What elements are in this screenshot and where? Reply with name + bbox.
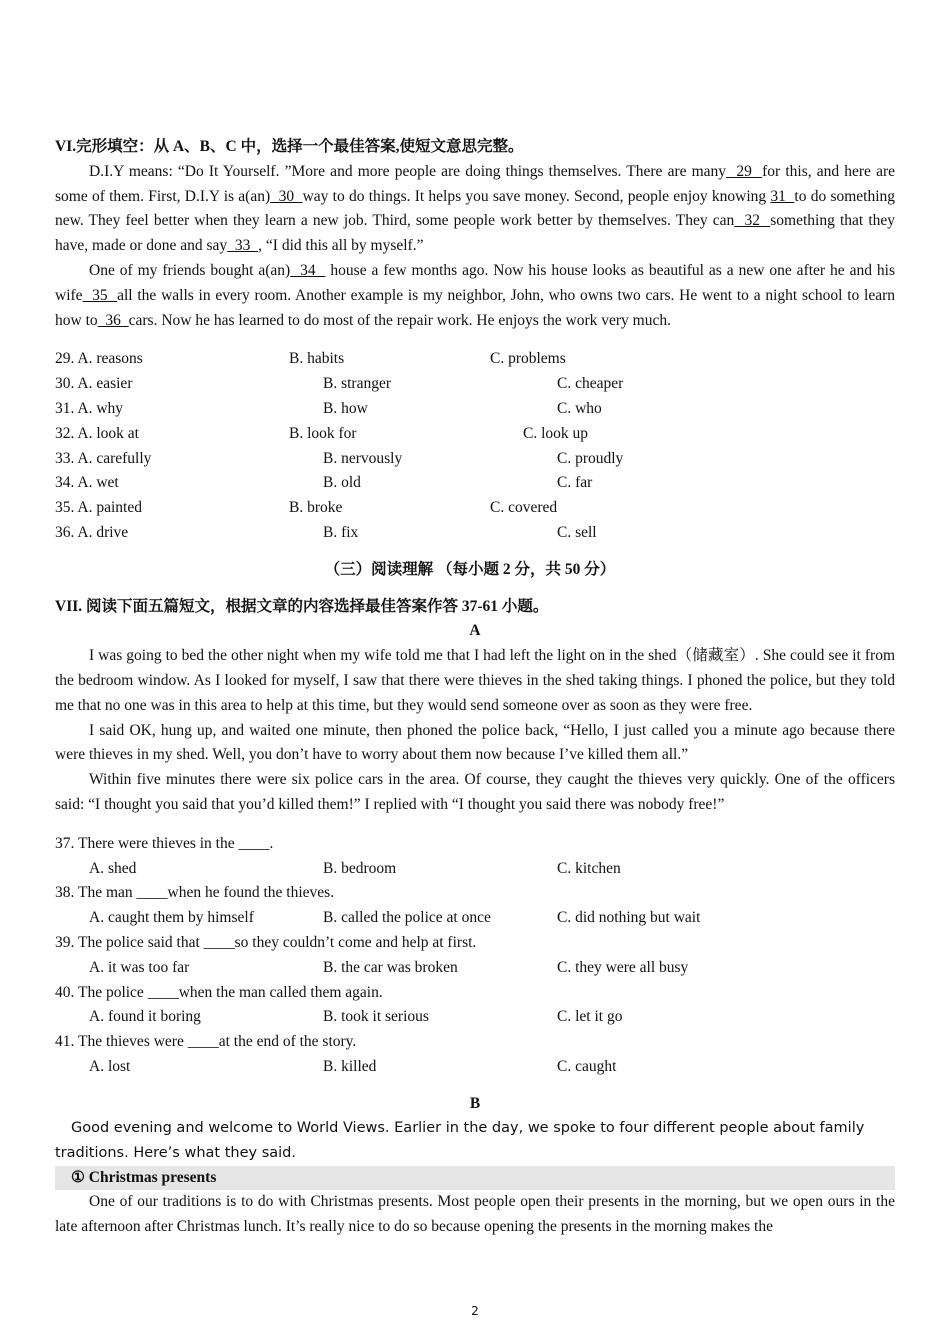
q40-option-b[interactable]: B. took it serious <box>323 1008 429 1026</box>
question-41: 41. The thieves were ____at the end of the story. <box>55 1033 357 1051</box>
q37-option-c[interactable]: C. kitchen <box>557 859 621 877</box>
passage-a-paragraph-1: I was going to bed the other night when my wife told me that I had left the light on in the shed（储藏室）. She could see it from the bedroom window. As I looked for myself, I saw that there were thieves in the shed taking things. I phoned the police, but they told me that no one was in this area to help at this time, but they would send someone over as soon as they were free. <box>55 647 895 714</box>
q38-option-c[interactable]: C. did nothing but wait <box>557 909 701 927</box>
option-32-a[interactable]: 32. A. look at <box>55 424 139 442</box>
option-row-33 <box>55 447 895 472</box>
page-number: 2 <box>471 1304 479 1318</box>
reading-section-title: （三）阅读理解 （每小题 2 分，共 50 分） <box>324 560 616 578</box>
option-33-b[interactable]: B. nervously <box>323 449 403 467</box>
option-36-c[interactable]: C. sell <box>557 523 597 541</box>
blank-32[interactable]: 32 <box>734 212 771 230</box>
option-30-c[interactable]: C. cheaper <box>557 375 624 393</box>
cloze-paragraph-2: One of my friends bought a(an) 34 house a few months ago. Now his house looks as beautiful as a new one after he and his wife 35 all the walls in every room. Another example is my neighbor, John, who owns two cars. He went to a night school to learn how to 36 cars. Now he has learned to do most of the repair work. He enjoys the work very much. <box>55 261 896 329</box>
option-35-a[interactable]: 35. A. painted <box>55 499 142 517</box>
option-row-34 <box>55 471 895 496</box>
q39-option-b[interactable]: B. the car was broken <box>323 958 458 976</box>
option-30-a[interactable]: 30. A. easier <box>55 375 133 393</box>
question-40: 40. The police ____when the man called them again. <box>55 983 383 1001</box>
question-37-options <box>55 857 895 882</box>
blank-29[interactable]: 29 <box>726 162 763 180</box>
page-content <box>55 135 895 1240</box>
section-6-heading: VI.完形填空：从 A、B、C 中，选择一个最佳答案,使短文意思完整。 <box>55 138 524 155</box>
q38-option-b[interactable]: B. called the police at once <box>323 909 491 927</box>
passage-a-paragraph-2: I said OK, hung up, and waited one minute, then phoned the police back, “Hello, I just called you a minute ago because there were thieves in my shed. Well, you don’t have to worry about them now because I’ve killed them all.” <box>55 721 895 764</box>
option-31-c[interactable]: C. who <box>557 399 602 417</box>
passage-a-paragraph-3: Within five minutes there were six police cars in the area. Of course, they caught the thieves very quickly. One of the officers said: “I thought you said that you’d killed them!” I replied with “I thought you said there was nobody free!” <box>55 771 895 813</box>
q39-option-a[interactable]: A. it was too far <box>89 958 190 976</box>
option-row-36 <box>55 521 895 546</box>
option-32-c[interactable]: C. look up <box>523 424 589 442</box>
option-row-32 <box>55 422 895 447</box>
passage-b-label: B <box>469 1094 481 1112</box>
cloze-options <box>55 347 895 545</box>
passage-b-intro: Good evening and welcome to World Views. Earlier in the day, we spoke to four different people about family traditions. Here’s what they said. <box>55 1120 865 1162</box>
question-41-options <box>55 1055 895 1080</box>
cloze-paragraph-1: D.I.Y means: “Do It Yourself. ”More and more people are doing things themselves. There are many 29 for this, and here are some of them. First, D.I.Y is a(an) 30 way to do things. It helps you save money. Second, people enjoy knowing 31 to do something new. They feel better when they learn a new job. Third, some people work better by themselves. They can 32 something that they have, made or done and say 33 , “I did this all by myself.” <box>55 162 896 255</box>
passage-a-label: A <box>469 622 481 640</box>
blank-31[interactable]: 31 <box>770 187 795 205</box>
q38-option-a[interactable]: A. caught them by himself <box>89 909 254 927</box>
question-40-options <box>55 1005 895 1030</box>
option-34-a[interactable]: 34. A. wet <box>55 474 119 492</box>
question-39: 39. The police said that ____so they couldn’t come and help at first. <box>55 933 477 951</box>
option-31-a[interactable]: 31. A. why <box>55 399 124 417</box>
question-37: 37. There were thieves in the ____. <box>55 834 274 852</box>
q40-option-c[interactable]: C. let it go <box>557 1008 623 1026</box>
passage-b-item-1-text: One of our traditions is to do with Christmas presents. Most people open their presents in the morning, but we open ours in the late afternoon after Christmas lunch. It’s really nice to do so because opening the presents in the morning makes the <box>55 1193 895 1236</box>
option-34-b[interactable]: B. old <box>323 474 361 492</box>
option-31-b[interactable]: B. how <box>323 399 368 417</box>
option-row-30 <box>55 372 895 397</box>
option-29-a[interactable]: 29. A. reasons <box>55 350 143 368</box>
option-33-a[interactable]: 33. A. carefully <box>55 449 152 467</box>
question-38: 38. The man ____when he found the thieves. <box>55 884 335 902</box>
blank-30[interactable]: 30 <box>270 187 303 205</box>
option-row-31 <box>55 397 895 422</box>
blank-33[interactable]: 33 <box>227 237 259 255</box>
option-29-b[interactable]: B. habits <box>289 350 345 368</box>
q37-option-b[interactable]: B. bedroom <box>323 859 397 877</box>
option-34-c[interactable]: C. far <box>557 474 593 492</box>
q41-option-a[interactable]: A. lost <box>89 1057 131 1075</box>
option-row-29 <box>55 347 895 372</box>
section-7-heading: VII. 阅读下面五篇短文，根据文章的内容选择最佳答案作答 37-61 小题。 <box>55 597 549 615</box>
blank-36[interactable]: 36 <box>97 311 129 329</box>
option-35-c[interactable]: C. covered <box>490 499 558 517</box>
q41-option-b[interactable]: B. killed <box>323 1057 377 1075</box>
question-38-options <box>55 906 895 931</box>
question-39-options <box>55 956 895 981</box>
option-36-b[interactable]: B. fix <box>323 523 359 541</box>
option-32-b[interactable]: B. look for <box>289 424 357 442</box>
blank-34[interactable]: 34 <box>290 261 326 279</box>
q37-option-a[interactable]: A. shed <box>89 859 137 877</box>
option-35-b[interactable]: B. broke <box>289 499 343 517</box>
option-36-a[interactable]: 36. A. drive <box>55 523 129 541</box>
q40-option-a[interactable]: A. found it boring <box>89 1008 201 1026</box>
option-33-c[interactable]: C. proudly <box>557 449 624 467</box>
option-30-b[interactable]: B. stranger <box>323 375 392 393</box>
q41-option-c[interactable]: C. caught <box>557 1057 617 1075</box>
q39-option-c[interactable]: C. they were all busy <box>557 958 689 976</box>
passage-a-questions <box>55 832 895 1080</box>
passage-b-item-1-title: ① Christmas presents <box>55 1166 895 1190</box>
option-row-35 <box>55 496 895 521</box>
blank-35[interactable]: 35 <box>82 286 118 304</box>
option-29-c[interactable]: C. problems <box>490 350 566 368</box>
